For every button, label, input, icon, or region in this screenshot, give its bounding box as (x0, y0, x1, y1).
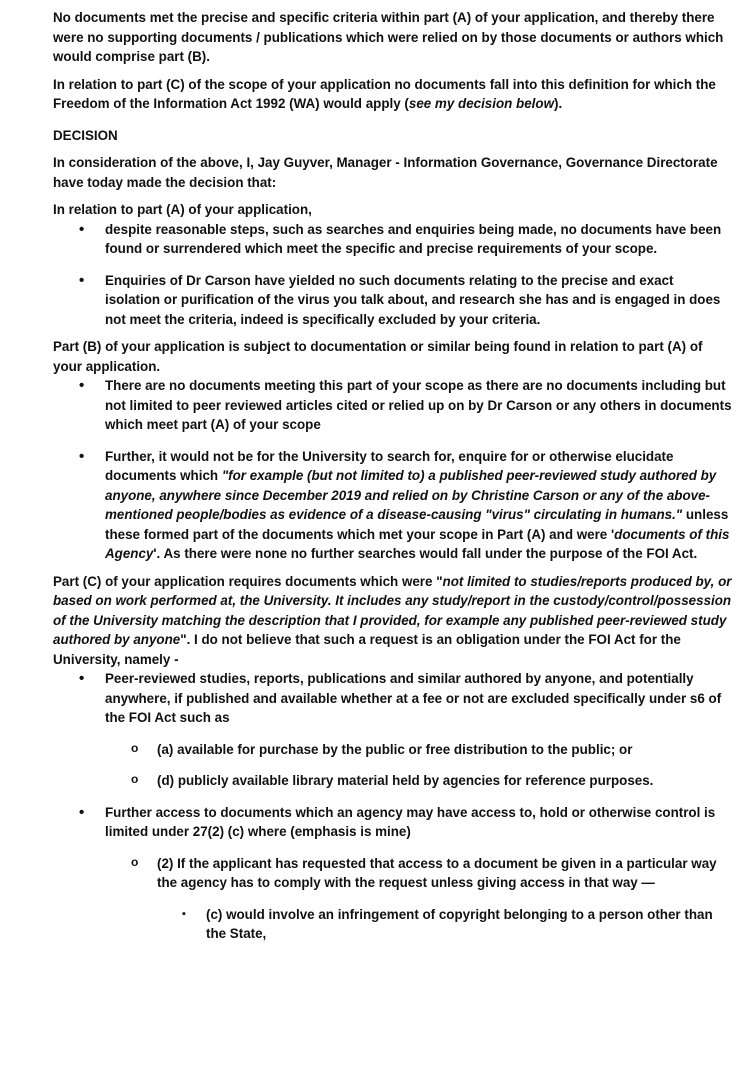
list-item: • Peer-reviewed studies, reports, publications and similar authored by anyone, and potentially anywhere, if published and available whether at a fee or not are excluded specifically under s6 of the FOI Act such as (105, 669, 732, 728)
quoted-scope-emphasis: by anyone, anywhere (105, 468, 717, 503)
sub-sub-list-item: ▪ (c) would involve an infringement of copyright belonging to a person other than the State, (206, 905, 732, 944)
paragraph-no-documents: No documents met the precise and specific criteria within part (A) of your application, and thereby there were no supporting documents / publications which were relied on by those documents or authors which would comprise part (B). (53, 10, 724, 64)
agency-documents-emphasis: documents of this Agency (105, 526, 730, 561)
bullet-text: '. As there were none no further searches would fall under the purpose of the FOI Act. (153, 546, 698, 561)
sub-list-item: o (a) available for purchase by the public or free distribution to the public; or (157, 740, 732, 760)
sub-list-item: o (d) publicly available library material held by agencies for reference purposes. (157, 771, 732, 791)
quoted-scope: not limited to studies/reports produced by, or based on work performed at, the University. It includes any study/report in the custody/control/possession of the University matching the description that I provided, for example any published peer-reviewed study authored by anyone (53, 573, 732, 647)
part-c-text-end: ). (554, 96, 563, 111)
paragraph-part-c-scope (53, 572, 732, 670)
list-item: • There are no documents meeting this part of your scope as there are no documents including but not limited to peer reviewed articles cited or relied up on by Dr Carson or any others in documents which meet part (A) of your scope (105, 376, 732, 435)
part-b-bullet-list (53, 376, 732, 564)
part-c-text: In relation to part (C) of the scope of your application no documents fall into this definition for which the Freedom of the Information Act 1992 (WA) would apply ( (53, 76, 716, 111)
bullet-text: unless these formed part of the documents which met your scope in Part (A) and were ' (105, 507, 729, 542)
paragraph-consideration: In consideration of the above, I, Jay Guyver, Manager - Information Governance, Governance Directorate have today made the decision that: (53, 155, 718, 190)
list-item: • despite reasonable steps, such as searches and enquiries being made, no documents have been found or surrendered which meet the specific and precise requirements of your scope. (105, 220, 732, 259)
part-c-emphasis: see my decision below (408, 96, 554, 111)
paragraph-text: Part (C) of your application requires documents which were " (53, 573, 443, 589)
decision-heading: DECISION (53, 127, 118, 143)
part-c-bullet-list (53, 669, 732, 944)
quoted-scope: "for example (but not limited to) a published peer-reviewed study authored (221, 468, 701, 483)
list-item (105, 447, 732, 564)
part-a-bullet-list (53, 220, 732, 330)
list-item: • Enquiries of Dr Carson have yielded no such documents relating to the precise and exact isolation or purification of the virus you talk about, and research she has and is engaged in does not meet the criteria, indeed is specifically excluded by your criteria. (105, 271, 732, 330)
quoted-scope-continued: since December 2019 and relied on by Christine Carson or any of the above-mentioned people/bodies as evidence of a disease-causing "virus" circulating in humans." (105, 487, 711, 522)
paragraph-text: ". I do not believe that such a request is an obligation under the FOI Act for the University, namely - (53, 632, 681, 667)
list-item: • Further access to documents which an agency may have access to, hold or otherwise control is limited under 27(2) (c) where (emphasis is mine) (105, 803, 732, 842)
bullet-text: Further, it would not be for the University to search for, enquire for or otherwise elucidate documents which (105, 448, 674, 483)
paragraph-part-a-intro: In relation to part (A) of your application, (53, 202, 312, 217)
paragraph-part-c (53, 75, 732, 114)
sub-list-item: o (2) If the applicant has requested that access to a document be given in a particular way the agency has to comply with the request unless giving access in that way — (157, 854, 732, 893)
paragraph-part-b: Part (B) of your application is subject to documentation or similar being found in relation to part (A) of your application. (53, 339, 703, 374)
